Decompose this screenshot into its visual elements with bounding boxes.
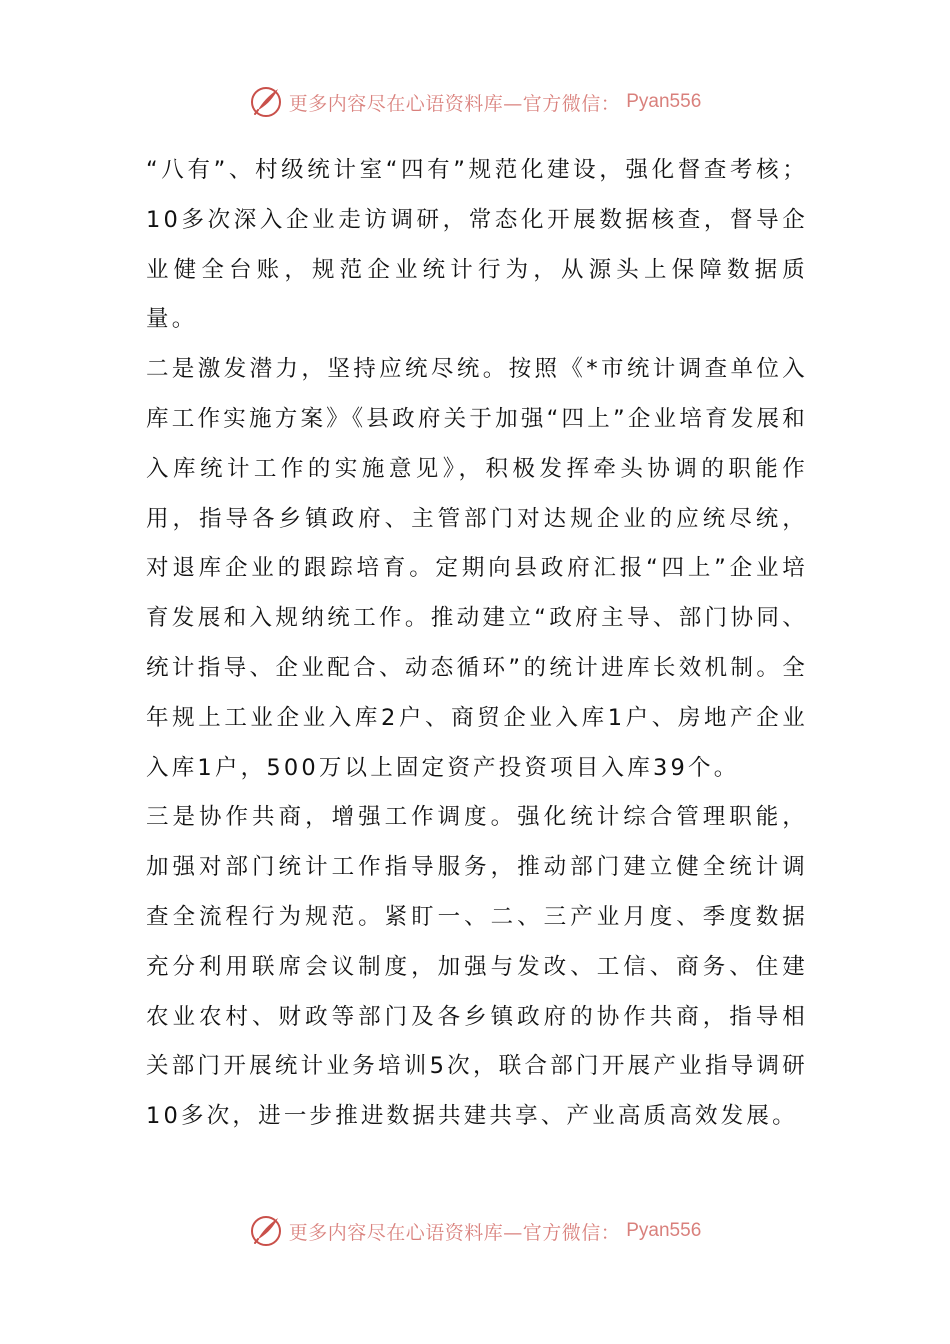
quill-pen-icon [249,1214,283,1248]
watermark-text: 更多内容尽在心语资料库—官方微信： [288,1221,621,1244]
watermark-text: 更多内容尽在心语资料库—官方微信： [288,92,621,115]
paragraph-1: “八有”、村级统计室“四有”规范化建设，强化督查考核；10多次深入企业走访调研，常态化开展数据核查，督导企业健全台账，规范企业统计行为，从源头上保障数据质量。 [146,157,808,333]
quill-pen-icon [249,85,283,119]
document-body [146,146,808,1142]
paragraph-3: 三是协作共商，增强工作调度。强化统计综合管理职能，加强对部门统计工作指导服务，推动部门建立健全统计调查全流程行为规范。紧盯一、二、三产业月度、季度数据充分利用联席会议制度，加强与发改、工信、商务、住建农业农村、财政等部门及各乡镇政府的协作共商，指导相关部门开展统计业务培训5次，联合部门开展产业指导调研10多次，进一步推进数据共建共享、产业高质高效发展。 [146,804,808,1130]
watermark-wechat-id: Pyan556 [626,1220,702,1241]
paragraph-2: 二是激发潜力，坚持应统尽统。按照《*市统计调查单位入库工作实施方案》《县政府关于加强“四上”企业培育发展和入库统计工作的实施意见》，积极发挥牵头协调的职能作用，指导各乡镇政府、主管部门对达规企业的应统尽统，对退库企业的跟踪培育。定期向县政府汇报“四上”企业培育发展和入规纳统工作。推动建立“政府主导、部门协同、统计指导、企业配合、动态循环”的统计进库长效机制。全年规上工业企业入库2户、商贸企业入库1户、房地产企业入库1户，500万以上固定资产投资项目入库39个。 [146,356,808,781]
header-watermark [0,82,950,122]
watermark-wechat-id: Pyan556 [626,91,702,112]
footer-watermark [0,1211,950,1251]
